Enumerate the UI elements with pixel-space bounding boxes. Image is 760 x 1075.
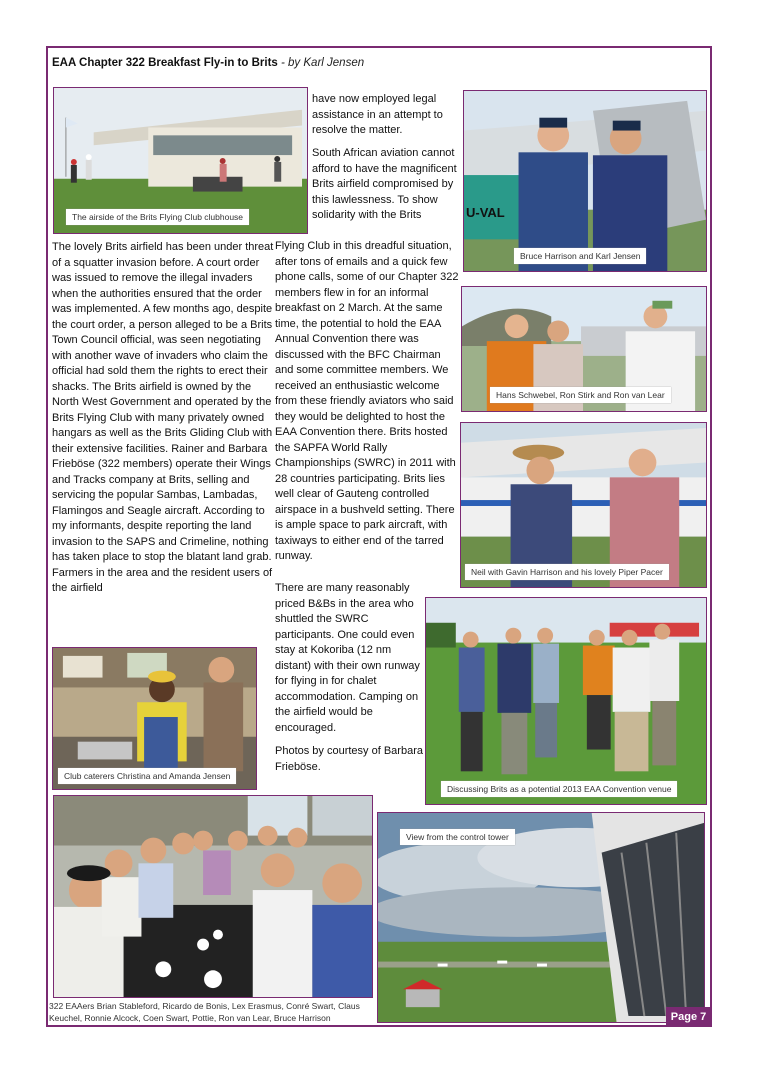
col1-text: The lovely Brits airfield has been under threat of a squatter invasion before. A court order was issued to remove the illegal invaders when the authorities ensured that the order was implemented. A few months ago, despite the court order, a person alleged to be a Brits Town Council official, was seen negotiating with another wave of invaders who claim the official had sold them the rights to erect their shacks. The Brits airfield is owned by the North West Government and operated by the Brits Flying Club with many privately owned hangars as well as the Brits Gliding Club with their extensive facilities. Rainer and Barbara Frieböse (322 members) operate their Wings and Tracks company at Brits, selling and servicing the popular Sambas, Lambadas, Flamingos and Seagle aircraft. According to my informants, despite reporting the land invasion to the SAPS and Crimeline, nothing has taken place to stop the blatant land grab. Farmers in the area and the resident users of the airfield (52, 241, 274, 594)
photo-tower (377, 812, 705, 1023)
col2-wide-text: Flying Club in this dreadful situation, after tons of emails and a quick few phone calls, some of our Chapter 322 members flew in for an informal breakfast on 2 March. At the same time, the potential to hold the EAA Annual Convention there was discussed with the BFC Chairman and some committee members. We received an enthusiastic welcome from these friendly aviators who said they would be delighted to host the EAA Convention there. Brits hosted the SAPFA World Rally Championships (SWRC) in 2011 with 28 countries participating. Brits lies well clear of Gauteng controlled airspace in a bushveld setting. There is ample space to park aircraft, with taxiways to either end of the tarred runway. (275, 240, 459, 562)
caption-caterers: Club caterers Christina and Amanda Jensen (58, 768, 236, 784)
col2-top-text: have now employed legal assistance in an attempt to resolve the matter. (312, 93, 443, 136)
photo-neil-gavin (460, 422, 707, 588)
credits-text: Photos by courtesy of Barbara Frieböse. (275, 745, 423, 773)
photo-group (53, 795, 373, 998)
caption-tower: View from the control tower (400, 829, 515, 845)
caption-clubhouse: The airside of the Brits Flying Club clubhouse (66, 209, 249, 225)
title-text: EAA Chapter 322 Breakfast Fly-in to Brits (52, 57, 278, 69)
photo-clubhouse (53, 87, 308, 234)
caption-discussing: Discussing Brits as a potential 2013 EAA Convention venue (441, 781, 677, 797)
article-title (52, 57, 364, 69)
aircraft-registration: U-VAL (466, 205, 505, 220)
caption-bruce-karl: Bruce Harrison and Karl Jensen (514, 248, 646, 264)
photo-caterers (52, 647, 257, 790)
photo-bruce-karl (463, 90, 707, 272)
photo-discussing (425, 597, 707, 805)
byline: - by Karl Jensen (281, 57, 365, 69)
page-number-badge: Page 7 (666, 1007, 711, 1027)
col2-narrow-text: South African aviation cannot afford to have the magnificent Brits airfield compromised by this lawlessness. To show solidarity with the Brits (312, 147, 457, 221)
group-caption: 322 EAAers Brian Stableford, Ricardo de Bonis, Lex Erasmus, Conré Swart, Claus Keuchel, Ronnie Alcock, Coen Swart, Pottie, Ron van Lear, Bruce Harrison (49, 1001, 360, 1023)
caption-hans-ron: Hans Schwebel, Ron Stirk and Ron van Lear (490, 387, 671, 403)
caption-neil-gavin: Neil with Gavin Harrison and his lovely Piper Pacer (465, 564, 669, 580)
col2-narrow2-text: There are many reasonably priced B&Bs in the area who shuttled the SWRC participants. One could even stay at Kokoriba (12 nm distant) with their own runway for flying in for chalet accommodation. Camping on the airfield would be encouraged. (275, 582, 420, 734)
photo-hans-ron (461, 286, 707, 412)
